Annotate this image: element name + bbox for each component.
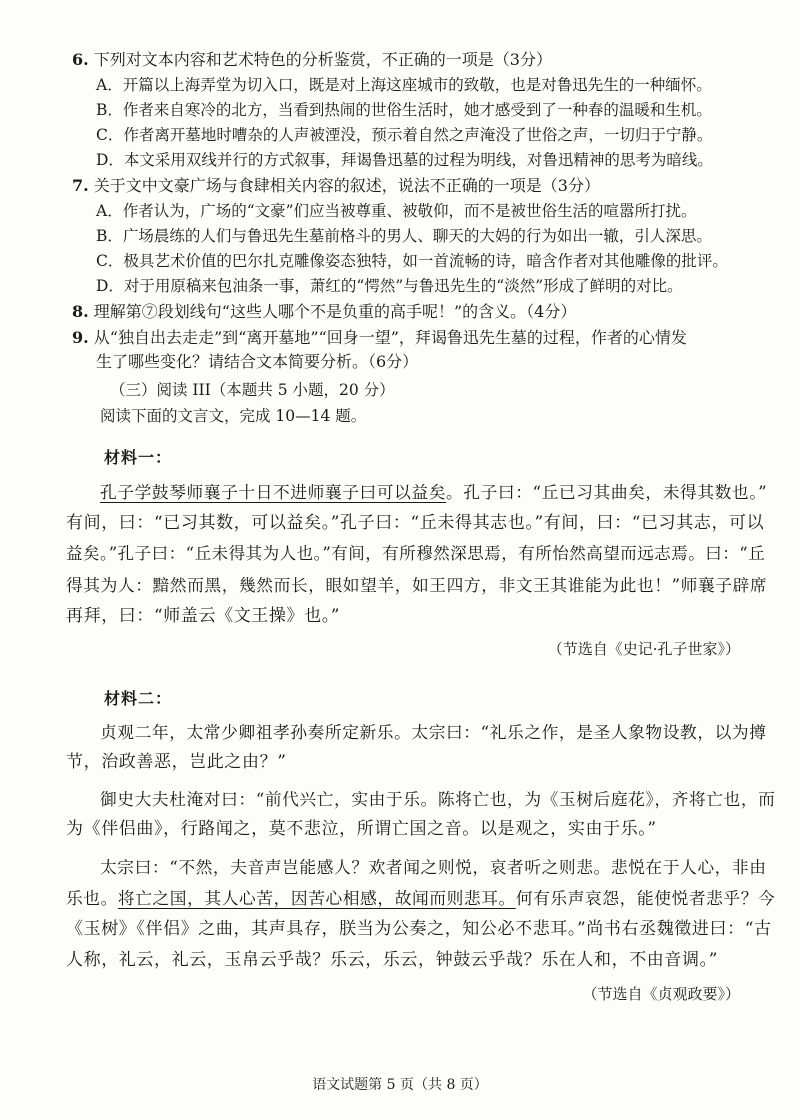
question-7-option-a: A．作者认为，广场的“文豪”们应当被尊重、被敬仰，而不是被世俗生活的喧嚣所打扰。 <box>96 202 697 220</box>
question-9-stem <box>72 328 687 348</box>
material-1-line-1-rest: 。孔子曰：“丘已习其曲矣，未得其数也。” <box>446 482 768 502</box>
question-6-option-d: D．本文采用双线并行的方式叙事，拜谒鲁迅墓的过程为明线，对鲁迅精神的思考为暗线。 <box>96 151 713 169</box>
question-8-text: 理解第⑦段划线句“这些人哪个不是负重的高手呢！”的含义。（4分） <box>93 302 577 321</box>
question-6-option-a: A．开篇以上海弄堂为切入口，既是对上海这座城市的致敬，也是对鲁迅先生的一种缅怀。 <box>96 76 712 94</box>
material-1-heading: 材料一： <box>104 448 173 467</box>
question-7-option-b: B．广场晨练的人们与鲁迅先生墓前格斗的男人、聊天的大妈的行为如出一辙，引人深思。 <box>96 227 712 245</box>
question-6-text: 下列对文本内容和艺术特色的分析鉴赏，不正确的一项是（3分） <box>93 50 552 69</box>
material-1-source: （节选自《史记·孔子世家》） <box>547 640 740 658</box>
question-6-number: 6. <box>72 50 89 69</box>
material-2-source: （节选自《贞观政要》） <box>582 985 740 1003</box>
question-6-option-b: B．作者来自寒冷的北方，当看到热闹的世俗生活时，她才感受到了一种春的温暖和生机。 <box>96 101 712 119</box>
material-2-para-3-line-2 <box>66 887 775 909</box>
material-1-line-2: 有间，曰：“已习其数，可以益矣。”孔子曰：“丘未得其志也。”有间，曰：“已习其志，可以 <box>66 513 765 533</box>
material-1-line-1 <box>100 481 767 503</box>
material-2-para-3-line-3: 《玉树》《伴侣》之曲，其声具存，朕当为公奏之，知公必不悲耳。”尚书右丞魏徵进曰：“古 <box>66 919 772 939</box>
page-footer: 语文试题第 5 页（共 8 页） <box>312 1077 488 1093</box>
question-8-stem <box>72 302 576 322</box>
material-2-para-3-line-2-start: 乐也。 <box>66 888 118 908</box>
question-9-text-line1: 从“独自出去走走”到“离开墓地”“回身一望”，拜谒鲁迅先生墓的过程，作者的心情发 <box>93 328 687 347</box>
material-2-para-2-line-1: 御史大夫杜淹对曰：“前代兴亡，实由于乐。陈将亡也，为《玉树后庭花》，齐将亡也，而 <box>100 789 776 809</box>
material-2-para-3-line-2-end: 何有乐声哀怨，能使悦者悲乎？今 <box>515 888 776 908</box>
section-3-instruction: 阅读下面的文言文，完成 10—14 题。 <box>100 407 367 425</box>
material-1-line-5: 再拜，曰：“师盖云《文王操》也。” <box>66 606 341 626</box>
question-9-number: 9. <box>72 328 89 347</box>
material-1-underlined-sentence: 孔子学鼓琴师襄子十日不进师襄子曰可以益矣 <box>100 482 447 502</box>
material-2-heading: 材料二： <box>104 689 173 708</box>
question-7-option-d: D．对于用原稿来包油条一事，萧红的“愕然”与鲁迅先生的“淡然”形成了鲜明的对比。 <box>96 277 683 295</box>
question-9-text-line2: 生了哪些变化？请结合文本简要分析。（6分） <box>96 352 419 371</box>
material-1-line-3: 益矣。”孔子曰：“丘未得其为人也。”有间，有所穆然深思焉，有所怡然高望而远志焉。曰：“丘 <box>66 544 766 563</box>
material-2-para-1-line-1: 贞观二年，太常少卿祖孝孙奏所定新乐。太宗曰：“礼乐之作，是圣人象物设教，以为撙 <box>100 722 767 742</box>
question-8-number: 8. <box>72 302 89 321</box>
material-2-para-1-line-2: 节，治政善恶，岂此之由？” <box>66 752 287 772</box>
question-6-stem <box>72 50 552 70</box>
question-7-option-c: C．极具艺术价值的巴尔扎克雕像姿态独特，如一首流畅的诗，暗含作者对其他雕像的批评。 <box>96 252 728 270</box>
question-7-text: 关于文中文豪广场与食肆相关内容的叙述，说法不正确的一项是（3分） <box>93 176 600 195</box>
material-2-underlined-sentence: 将亡之国，其人心苦，因苦心相感，故闻而则悲耳。 <box>117 888 516 908</box>
section-3-title: （三）阅读 III（本题共 5 小题，20 分） <box>110 381 395 399</box>
material-2-para-2-line-2: 为《伴侣曲》，行路闻之，莫不悲泣，所谓亡国之音。以是观之，实由于乐。” <box>66 819 657 839</box>
question-7-number: 7. <box>72 176 89 195</box>
material-2-para-3-line-4: 人称，礼云，礼云，玉帛云乎哉？乐云，乐云，钟鼓云乎哉？乐在人和，不由音调。” <box>66 950 718 970</box>
question-6-option-c: C．作者离开墓地时嘈杂的人声被湮没，预示着自然之声淹没了世俗之声，一切归于宁静。 <box>96 126 713 144</box>
material-1-line-4: 得其为人：黯然而黑，幾然而长，眼如望羊，如王四方，非文王其谁能为此也！”师襄子辟席 <box>66 575 768 595</box>
material-2-para-3-line-1: 太宗曰：“不然，夫音声岂能感人？欢者闻之则悦，哀者听之则悲。悲悦在于人心，非由 <box>100 857 767 877</box>
question-7-stem <box>72 176 600 196</box>
